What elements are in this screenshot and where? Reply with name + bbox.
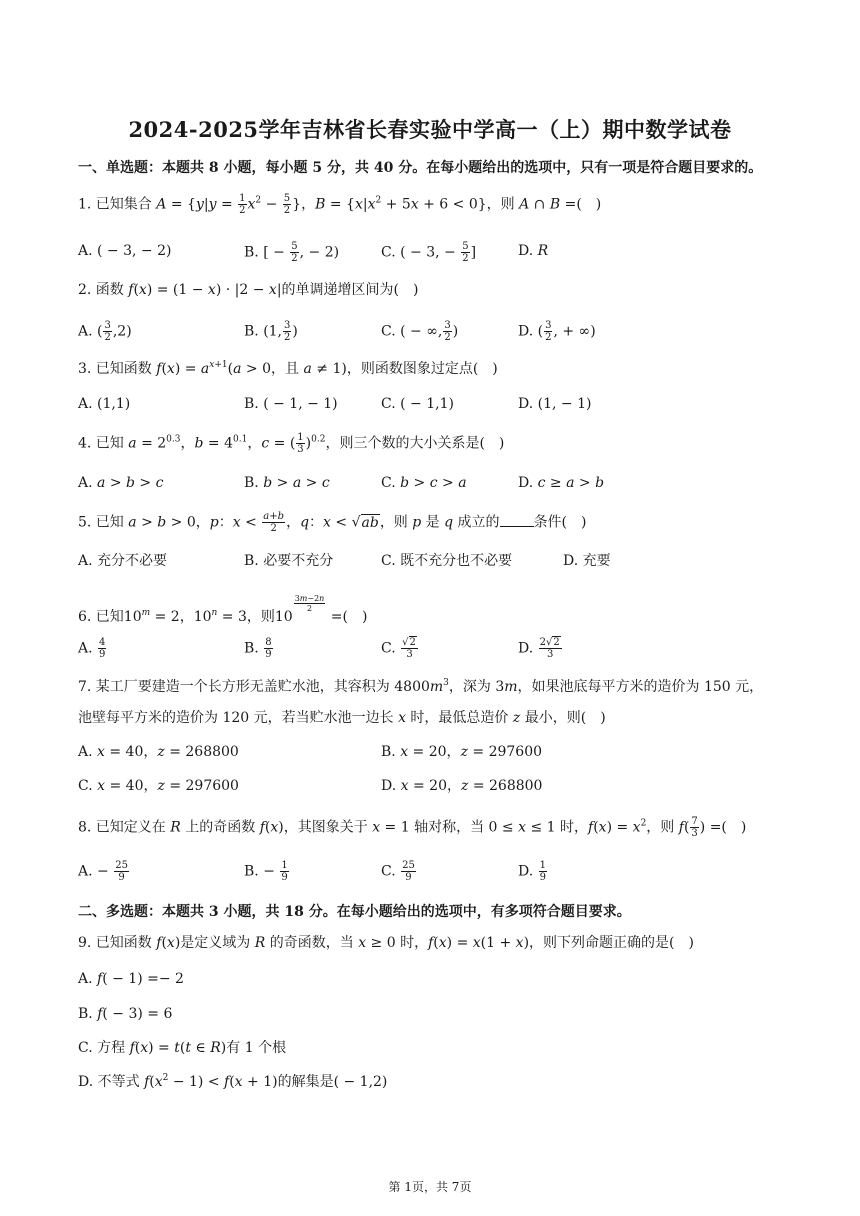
question-1-stem: 1. 已知集合 A = {y|y = $\frac{1}{2}$ $x^2$ − $\frac{5}{2}$ }，$B = \{x|x^2 + 5x + 6 < 0\}$，则 A ∩ B =( ) bbox=[78, 193, 602, 216]
section-multiple-choice-heading: 二、多选题：本题共 3 小题，共 18 分。在每小题给出的选项中，有多项符合题目要求。 bbox=[78, 904, 631, 920]
question-9-stem: 9. 已知函数 f(x)是定义域为 R 的奇函数，当 x ≥ 0 时，f(x) = x(1 + x)，则下列命题正确的是( ) bbox=[78, 935, 694, 951]
page-title: 2024-2025学年吉林省长春实验中学高一（上）期中数学试卷 bbox=[128, 117, 732, 142]
question-7-option-a: A. x = 40，z = 268800 bbox=[78, 744, 239, 760]
question-5-option-d: D. 充要 bbox=[563, 553, 611, 569]
question-9-option-d: D. 不等式 $f(x^2 - 1) < f(x + 1)$的解集是( − 1,2) bbox=[78, 1073, 388, 1090]
question-4-option-a: A. a > b > c bbox=[78, 475, 164, 491]
question-3-option-c: C. ( − 1,1) bbox=[381, 396, 454, 412]
question-2-option-d: D. ( $\frac{3}{2}$ , + ∞) bbox=[518, 320, 596, 343]
question-1-option-c: C. ( − 3, − $\frac{5}{2}$ ] bbox=[381, 241, 477, 264]
question-1-option-a: A. ( − 3, − 2) bbox=[78, 243, 172, 259]
question-8-stem: 8. 已知定义在 R 上的奇函数 f(x)，其图象关于 x = 1 轴对称，当 0 ≤ x ≤ 1 时，$f(x) = x^2$，则 f( $\frac{7}{3}$ ) =( ) bbox=[78, 816, 747, 839]
question-3-option-d: D. (1, − 1) bbox=[518, 396, 592, 412]
question-7-stem-line-2: 池壁每平方米的造价为 120 元，若当贮水池一边长 x 时，最低总造价 z 最小，则( ) bbox=[78, 710, 606, 726]
question-5-option-c: C. 既不充分也不必要 bbox=[381, 553, 513, 569]
question-8-option-b: B. − $\frac{1}{9}$ bbox=[244, 860, 288, 883]
section-single-choice-heading: 一、单选题：本题共 8 小题，每小题 5 分，共 40 分。在每小题给出的选项中，只有一项是符合题目要求的。 bbox=[78, 160, 763, 176]
question-6-option-c: C. $\frac{√2}{3}$ bbox=[381, 637, 416, 660]
question-1-option-b: B. [ − $\frac{5}{2}$ , − 2) bbox=[244, 241, 340, 264]
answer-blank bbox=[500, 514, 534, 527]
question-5-option-b: B. 必要不充分 bbox=[244, 553, 334, 569]
question-7-option-c: C. x = 40，z = 297600 bbox=[78, 778, 239, 794]
question-9-option-b: B. f( − 3) = 6 bbox=[78, 1006, 173, 1022]
question-8-option-c: C. $\frac{25}{9}$ bbox=[381, 860, 415, 883]
question-9-option-c: C. 方程 f(x) = t(t ∈ R)有 1 个根 bbox=[78, 1040, 287, 1056]
question-7-option-d: D. x = 20，z = 268800 bbox=[381, 778, 543, 794]
question-9-option-a: A. f( − 1) =− 2 bbox=[78, 971, 184, 987]
question-5-stem: 5. 已知 a > b > 0，p：x < $\frac{a+b}{2}$ ，q：x < √ab，则 p 是 q 成立的 条件( ) bbox=[78, 511, 587, 534]
question-2-option-c: C. ( − ∞, $\frac{3}{2}$ ) bbox=[381, 320, 459, 343]
question-3-option-b: B. ( − 1, − 1) bbox=[244, 396, 338, 412]
question-8-option-d: D. $\frac{1}{9}$ bbox=[518, 860, 547, 883]
question-1-option-d: D. R bbox=[518, 243, 549, 259]
question-2-stem: 2. 函数 f(x) = (1 − x) · |2 − x|的单调递增区间为( ) bbox=[78, 282, 419, 298]
question-4-option-b: B. b > a > c bbox=[244, 475, 330, 491]
question-8-option-a: A. − $\frac{25}{9}$ bbox=[78, 860, 128, 883]
question-7-option-b: B. x = 20，z = 297600 bbox=[381, 744, 543, 760]
question-6-stem: 6. 已知$10^m = 2$，$10^n = 3$，则10 $\frac{3m-2n}{2}$ =( ) bbox=[78, 594, 368, 625]
question-6-option-b: B. $\frac{8}{9}$ bbox=[244, 637, 272, 660]
question-3-option-a: A. (1,1) bbox=[78, 396, 131, 412]
question-5-option-a: A. 充分不必要 bbox=[78, 553, 168, 569]
question-7-stem-line-1: 7. 某工厂要建造一个长方形无盖贮水池，其容积为 $4800m^3$，深为 3m，如果池底每平方米的造价为 150 元， bbox=[78, 678, 764, 695]
page-footer: 第 1页，共 7页 bbox=[388, 1180, 472, 1194]
question-3-stem: 3. 已知函数 $f(x) = a^{x+1}(a > 0$，且 a ≠ 1)，则函数图象过定点( ) bbox=[78, 360, 498, 377]
question-6-option-d: D. $\frac{2√2}{3}$ bbox=[518, 637, 560, 660]
question-2-option-b: B. (1, $\frac{3}{2}$ ) bbox=[244, 320, 298, 343]
question-4-option-d: D. c ≥ a > b bbox=[518, 475, 605, 491]
question-4-stem: 4. 已知 $a = 2^{0.3}$，$b = 4^{0.1}$，c = ( $\frac{1}{3}$ )$^{0.2}$，则三个数的大小关系是( ) bbox=[78, 432, 505, 455]
question-4-option-c: C. b > c > a bbox=[381, 475, 467, 491]
question-6-option-a: A. $\frac{4}{9}$ bbox=[78, 637, 106, 660]
question-2-option-a: A. ( $\frac{3}{2}$ ,2) bbox=[78, 320, 132, 343]
